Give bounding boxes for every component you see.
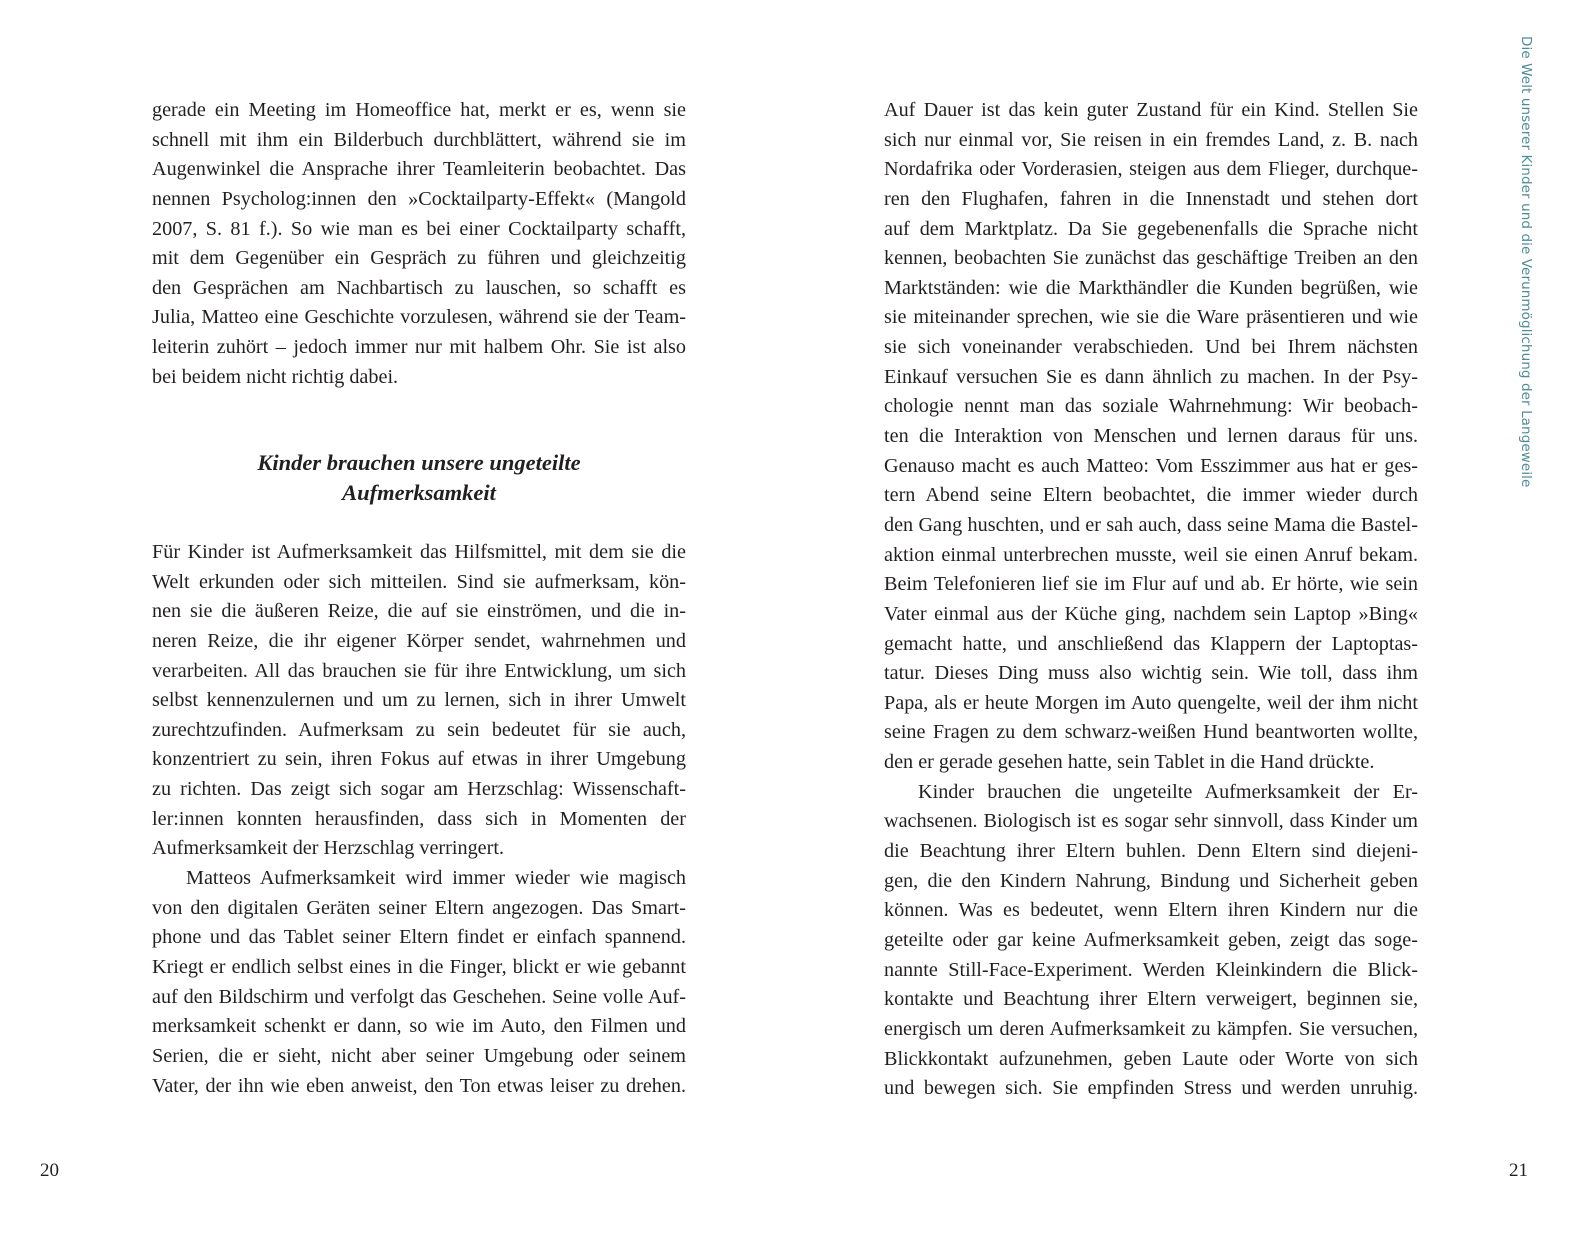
text-line: und bewegen sich. Sie empfinden Stress und werden unruhig. — [884, 1077, 1418, 1100]
text-line: den er gerade gesehen hatte, sein Tablet in die Hand drückte. — [884, 751, 1375, 774]
text-line: Vater einmal aus der Küche ging, nachdem sein Laptop »Bing« — [884, 602, 1418, 625]
text-line: leiterin zuhört – jedoch immer nur mit halbem Ohr. Sie ist also — [152, 336, 686, 359]
text-line: geteilte oder gar keine Aufmerksamkeit geben, zeigt das soge- — [884, 928, 1418, 951]
text-line: Beim Telefonieren lief sie im Flur auf und ab. Er hörte, wie sein — [884, 573, 1418, 596]
text-line: gen, die den Kindern Nahrung, Bindung und Sicherheit geben — [884, 869, 1418, 892]
text-line: den Gang huschten, und er sah auch, dass seine Mama die Bastel- — [884, 513, 1418, 536]
text-line: von den digitalen Geräten seiner Eltern angezogen. Das Smart- — [152, 896, 686, 919]
text-line: seine Fragen zu dem schwarz-weißen Hund beantworten wollte, — [884, 721, 1418, 744]
text-line: sie sich voneinander verabschieden. Und bei Ihrem nächsten — [884, 336, 1418, 359]
text-line: die Beachtung ihrer Eltern buhlen. Denn Eltern sind diejeni- — [884, 840, 1418, 863]
text-line: Augenwinkel die Ansprache ihrer Teamleiterin beobachtet. Das — [152, 158, 686, 181]
text-line: ten die Interaktion von Menschen und lernen daraus für uns. — [884, 425, 1418, 448]
text-line: ler:innen konnten herausfinden, dass sich in Momenten der — [152, 807, 686, 830]
text-line: nannte Still-Face-Experiment. Werden Kleinkindern die Blick- — [884, 958, 1418, 981]
right-page — [797, 0, 1594, 1240]
text-line: auf dem Marktplatz. Da Sie gegebenenfalls die Sprache nicht — [884, 217, 1418, 240]
running-head-vertical: Die Welt unserer Kinder und die Verunmöglichung der Langeweile — [1518, 36, 1534, 488]
text-line: den Gesprächen am Nachbartisch zu lauschen, so schafft es — [152, 276, 686, 299]
section-heading-line-1: Kinder brauchen unsere ungeteilte — [257, 450, 581, 475]
text-line: konzentriert zu sein, ihren Fokus auf etwas in ihrer Umgebung — [152, 748, 686, 771]
page-number-right: 21 — [1509, 1160, 1528, 1181]
text-line: energisch um deren Aufmerksamkeit zu kämpfen. Sie versuchen, — [884, 1017, 1418, 1040]
text-line: kennen, beobachten Sie zunächst das geschäftige Treiben an den — [884, 247, 1418, 270]
text-line: auf den Bildschirm und verfolgt das Geschehen. Seine volle Auf- — [152, 985, 686, 1008]
text-line: bei beidem nicht richtig dabei. — [152, 365, 399, 388]
text-line: zurechtzufinden. Aufmerksam zu sein bedeutet für sie auch, — [152, 718, 686, 741]
right-body-text — [884, 96, 1418, 1104]
left-body-text — [152, 538, 686, 1101]
text-line: Genauso macht es auch Matteo: Vom Esszimmer aus hat er ges- — [884, 454, 1418, 477]
text-line: verarbeiten. All das brauchen sie für ihre Entwicklung, um sich — [152, 659, 686, 682]
text-line: Kriegt er endlich selbst eines in die Finger, blickt er wie gebannt — [152, 955, 686, 978]
text-line: wachsenen. Biologisch ist es sogar sehr sinnvoll, dass Kinder um — [884, 810, 1418, 833]
text-line: Welt erkunden oder sich mitteilen. Sind sie aufmerksam, kön- — [152, 570, 686, 593]
text-line: Julia, Matteo eine Geschichte vorzulesen, während sie der Team- — [152, 306, 686, 329]
left-intro-paragraph — [152, 96, 686, 392]
text-line: Blickkontakt aufzunehmen, geben Laute oder Worte von sich — [884, 1047, 1418, 1070]
text-line: Kinder brauchen die ungeteilte Aufmerksamkeit der Er- — [918, 780, 1418, 803]
text-line: gerade ein Meeting im Homeoffice hat, merkt er es, wenn sie — [152, 99, 686, 121]
text-line: selbst kennenzulernen und um zu lernen, sich in ihrer Umwelt — [152, 689, 686, 712]
page-number-left: 20 — [40, 1160, 59, 1181]
text-line: Matteos Aufmerksamkeit wird immer wieder wie magisch — [186, 867, 686, 890]
text-line: Einkauf versuchen Sie es dann ähnlich zu machen. In der Psy- — [884, 365, 1418, 388]
text-line: merksamkeit schenkt er dann, so wie im Auto, den Filmen und — [152, 1015, 686, 1038]
text-line: Marktständen: wie die Markthändler die Kunden begrüßen, wie — [884, 276, 1418, 299]
text-line: zu richten. Das zeigt sich sogar am Herzschlag: Wissenschaft- — [152, 778, 686, 801]
text-line: können. Was es bedeutet, wenn Eltern ihren Kindern nur die — [884, 899, 1418, 922]
text-line: Für Kinder ist Aufmerksamkeit das Hilfsmittel, mit dem sie die — [152, 541, 686, 563]
text-line: gemacht hatte, und anschließend das Klappern der Laptoptas- — [884, 632, 1418, 655]
text-line: tern Abend seine Eltern beobachtet, die immer wieder durch — [884, 484, 1418, 507]
text-line: neren Reize, die ihr eigener Körper sendet, wahrnehmen und — [152, 629, 686, 652]
text-line: schnell mit ihm ein Bilderbuch durchblättert, während sie im — [152, 128, 686, 151]
section-heading — [152, 448, 686, 507]
text-line: 2007, S. 81 f.). So wie man es bei einer Cocktailparty schafft, — [152, 217, 686, 240]
text-line: sie miteinander sprechen, wie sie die Ware präsentieren und wie — [884, 306, 1418, 329]
text-line: tatur. Dieses Ding muss also wichtig sein. Wie toll, dass ihm — [884, 662, 1418, 685]
text-line: Papa, als er heute Morgen im Auto quengelte, weil der ihm nicht — [884, 691, 1418, 714]
text-line: Serien, die er sieht, nicht aber seiner Umgebung oder seinem — [152, 1044, 686, 1067]
text-line: mit dem Gegenüber ein Gespräch zu führen und gleichzeitig — [152, 247, 686, 270]
text-line: chologie nennt man das soziale Wahrnehmung: Wir beobach- — [884, 395, 1418, 418]
text-line: ren den Flughafen, fahren in die Innenstadt und stehen dort — [884, 187, 1418, 210]
text-line: nen sie die äußeren Reize, die auf sie einströmen, und die in- — [152, 600, 686, 623]
text-line: Nordafrika oder Vorderasien, steigen aus dem Flieger, durchque- — [884, 158, 1418, 181]
text-line: Aufmerksamkeit der Herzschlag verringert. — [152, 837, 505, 860]
text-line: aktion einmal unterbrechen musste, weil sie einen Anruf bekam. — [884, 543, 1418, 566]
text-line: phone und das Tablet seiner Eltern findet er einfach spannend. — [152, 926, 686, 949]
section-heading-line-2: Aufmerksamkeit — [342, 479, 496, 505]
text-line: Vater, der ihn wie eben anweist, den Ton etwas leiser zu drehen. — [152, 1074, 686, 1097]
text-line: kontakte und Beachtung ihrer Eltern verweigert, beginnen sie, — [884, 988, 1418, 1011]
text-line: nennen Psycholog:innen den »Cocktailparty-Effekt« (Mangold — [152, 187, 686, 210]
text-line: sich nur einmal vor, Sie reisen in ein fremdes Land, z. B. nach — [884, 128, 1418, 151]
text-line: Auf Dauer ist das kein guter Zustand für ein Kind. Stellen Sie — [884, 99, 1418, 121]
